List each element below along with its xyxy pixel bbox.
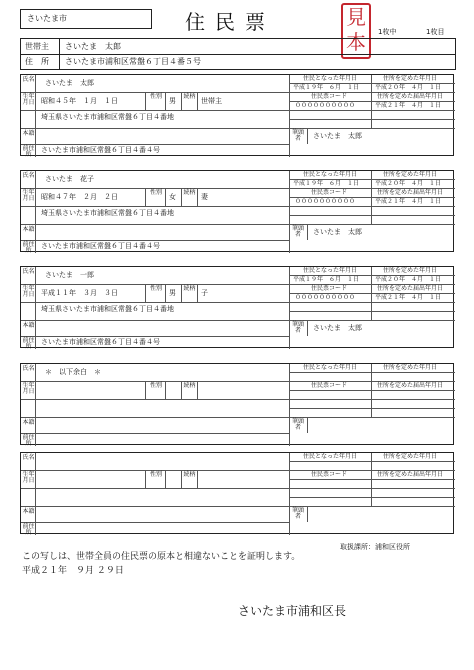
sex-label: 性別 [149,189,162,196]
birth-date: 昭和４５年 １月 １日 [41,97,118,105]
sample-stamp-text: 見本 [346,5,366,54]
head-label: 筆頭者 [291,507,304,521]
sex-label: 性別 [149,93,162,100]
name-label: 氏名 [22,76,35,83]
notified-label: 住所を定めた届出年月日 [377,189,444,196]
resident-record [20,266,454,351]
city-box [20,9,152,29]
birth-date: 昭和４７年 ２月 ２日 [41,193,118,201]
sex-value: 男 [169,289,176,297]
address-set-label: 住所を定めた年月日 [383,267,438,274]
resident-record [20,74,454,159]
address-set-date: 平成２０年 ４月 １日 [375,276,442,283]
became-resident-date: 平成１９年 ６月 １日 [293,180,360,187]
resident-code: ００００００００００ [295,198,356,205]
head-label: 筆頭者 [291,129,304,143]
head-label: 筆頭者 [291,418,304,432]
city-name: さいたま市 [27,14,67,23]
householder-value: さいたま 太郎 [65,42,121,51]
header-table [20,38,456,70]
name-label: 氏名 [22,172,35,179]
domicile-label: 本籍 [22,130,35,137]
became-resident-label: 住民となった年月日 [303,75,358,82]
sex-label: 性別 [149,471,162,478]
notified-date: 平成２１年 ４月 １日 [375,102,442,109]
relation-label: 続柄 [183,285,196,292]
notified-label: 住所を定めた届出年月日 [377,93,444,100]
sex-label: 性別 [149,285,162,292]
notified-label: 住所を定めた届出年月日 [377,285,444,292]
resident-code: ００００００００００ [295,294,356,301]
resident-code-label: 住民票コード [311,189,348,196]
prev-address-label: 前住所 [22,145,35,159]
prev-address-label: 前住所 [22,241,35,255]
sex-label: 性別 [149,382,162,389]
address-set-label: 住所を定めた年月日 [383,75,438,82]
resident-name: さいたま 一郎 [45,271,94,279]
resident-record [20,452,454,537]
domicile-value: 埼玉県さいたま市浦和区常盤６丁目４番地 [41,305,174,313]
name-label: 氏名 [22,454,35,461]
householder-label: 世帯主 [25,42,49,51]
notified-label: 住所を定めた届出年月日 [377,382,444,389]
domicile-label: 本籍 [22,419,35,426]
relation-value: 子 [201,289,208,297]
domicile-value: 埼玉県さいたま市浦和区常盤６丁目４番地 [41,113,174,121]
address-set-label: 住所を定めた年月日 [383,453,438,460]
domicile-label: 本籍 [22,226,35,233]
sex-value: 男 [169,97,176,105]
resident-code-label: 住民票コード [311,382,348,389]
relation-label: 続柄 [183,189,196,196]
address-set-date: 平成２０年 ４月 １日 [375,180,442,187]
resident-record [20,363,454,448]
became-resident-label: 住民となった年月日 [303,453,358,460]
document-title: 住民票 [185,10,275,34]
prev-address-label: 前住所 [22,434,35,448]
address-set-label: 住所を定めた年月日 [383,171,438,178]
address-label: 住 所 [25,57,49,66]
certification-date: 平成２１年 ９月 ２９日 [22,566,124,576]
prev-address-value: さいたま市浦和区常盤６丁目４番４号 [41,242,160,250]
relation-value: 世帯主 [201,97,222,105]
notified-date: 平成２１年 ４月 １日 [375,198,442,205]
resident-code-label: 住民票コード [311,285,348,292]
became-resident-label: 住民となった年月日 [303,364,358,371]
birth-label: 生年月日 [22,285,35,299]
became-resident-date: 平成１９年 ６月 １日 [293,84,360,91]
page-number: 1枚目 [426,28,445,36]
relation-label: 続柄 [183,382,196,389]
resident-name: さいたま 太郎 [45,79,94,87]
resident-name: さいたま 花子 [45,175,94,183]
head-value: さいたま 太郎 [313,324,362,332]
resident-code: ００００００００００ [295,102,356,109]
name-label: 氏名 [22,365,35,372]
head-value: さいたま 太郎 [313,132,362,140]
became-resident-date: 平成１９年 ６月 １日 [293,276,360,283]
mayor-signature: さいたま市浦和区長 [238,604,347,618]
birth-label: 生年月日 [22,93,35,107]
resident-code-label: 住民票コード [311,471,348,478]
became-resident-label: 住民となった年月日 [303,267,358,274]
notified-label: 住所を定めた届出年月日 [377,471,444,478]
relation-label: 続柄 [183,471,196,478]
birth-label: 生年月日 [22,189,35,203]
domicile-label: 本籍 [22,508,35,515]
resident-record [20,170,454,255]
head-value: さいたま 太郎 [313,228,362,236]
address-set-label: 住所を定めた年月日 [383,364,438,371]
page-count: 1枚中 [378,28,397,36]
domicile-value: 埼玉県さいたま市浦和区常盤６丁目４番地 [41,209,174,217]
prev-address-label: 前住所 [22,337,35,351]
sex-value: 女 [169,193,176,201]
domicile-label: 本籍 [22,322,35,329]
prev-address-label: 前住所 [22,523,35,537]
birth-label: 生年月日 [22,382,35,396]
resident-name: ＊ 以下余白 ＊ [45,368,101,376]
relation-label: 続柄 [183,93,196,100]
became-resident-label: 住民となった年月日 [303,171,358,178]
issuer-office: 浦和区役所 [375,543,410,551]
birth-label: 生年月日 [22,471,35,485]
prev-address-value: さいたま市浦和区常盤６丁目４番４号 [41,338,160,346]
resident-code-label: 住民票コード [311,93,348,100]
address-value: さいたま市浦和区常盤６丁目４番５号 [65,57,201,66]
issuer-line [340,542,410,552]
issuer-label: 取扱課所： [340,543,375,551]
name-label: 氏名 [22,268,35,275]
birth-date: 平成１１年 ３月 ３日 [41,289,118,297]
relation-value: 妻 [201,193,208,201]
address-set-date: 平成２０年 ４月 １日 [375,84,442,91]
prev-address-value: さいたま市浦和区常盤６丁目４番４号 [41,146,160,154]
notified-date: 平成２１年 ４月 １日 [375,294,442,301]
head-label: 筆頭者 [291,321,304,335]
certification-text: この写しは、世帯全員の住民票の原本と相違ないことを証明します。 [22,552,301,562]
head-label: 筆頭者 [291,225,304,239]
